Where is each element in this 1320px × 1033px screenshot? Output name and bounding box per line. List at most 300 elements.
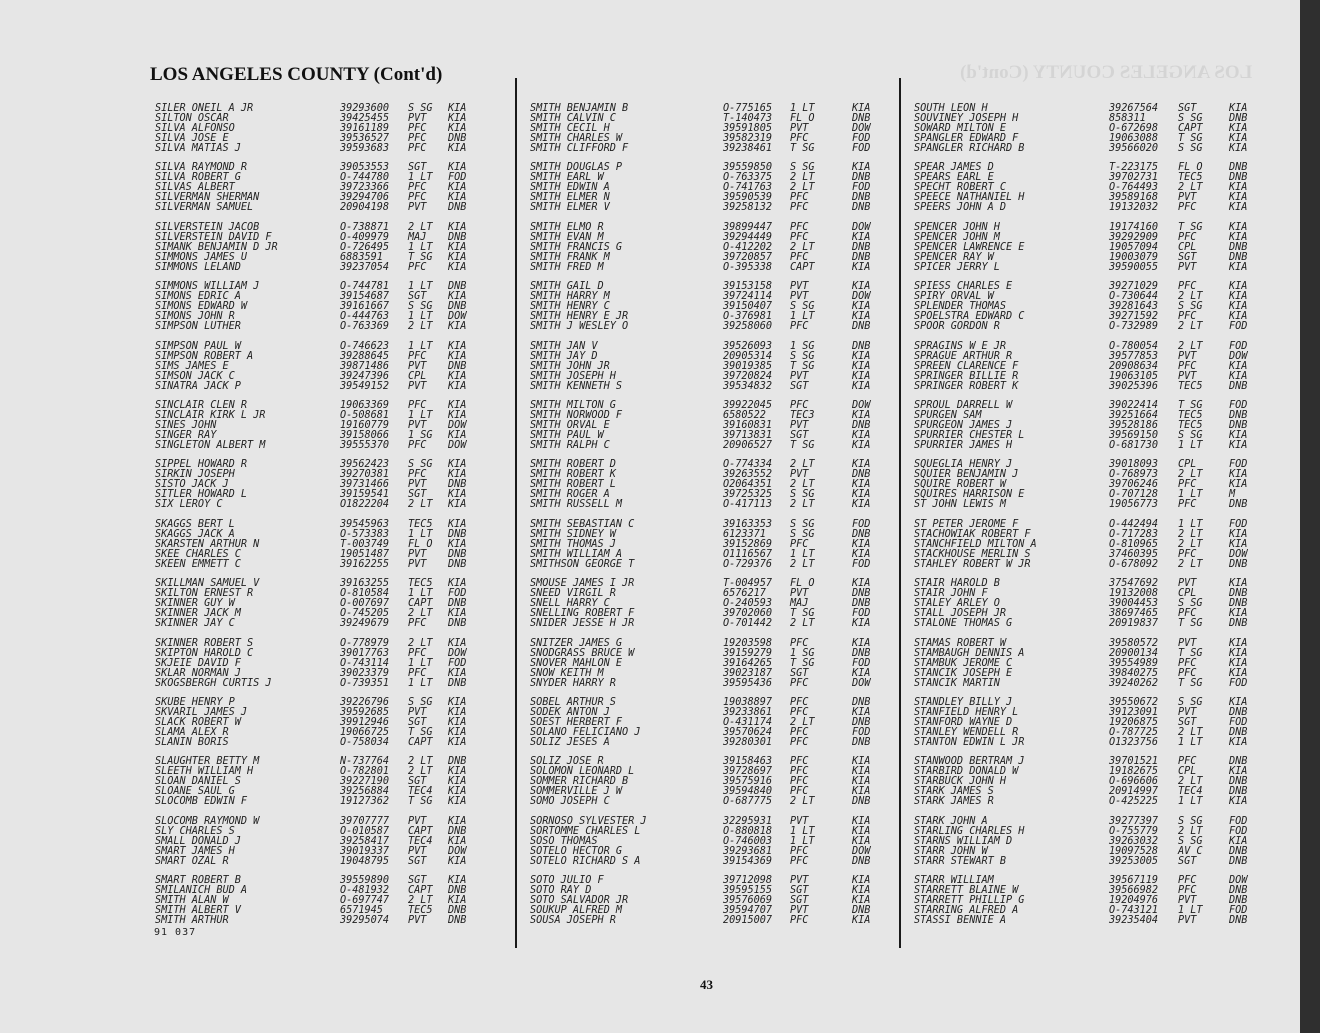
entry-rank: 1 LT: [1178, 905, 1203, 917]
page-number: 43: [700, 977, 713, 992]
entry-status: FOD: [852, 608, 871, 620]
entry-serial: 39235404: [1109, 915, 1159, 927]
entry-rank: PFC: [790, 192, 809, 204]
entry-serial: T-004957: [723, 578, 773, 590]
entry-status: DNB: [1229, 618, 1248, 630]
entry-status: DNB: [1229, 706, 1248, 718]
entry-name: SIMPSON LUTHER: [155, 321, 241, 333]
entry-serial: 6883591: [340, 251, 383, 263]
entry-serial: O-417113: [723, 499, 773, 511]
entry-name: STARRING ALFRED A: [914, 905, 1019, 917]
entry-rank: T SG: [790, 657, 815, 669]
entry-status: DOW: [448, 439, 467, 451]
entry-serial: 39293600: [340, 103, 390, 114]
entry-name: SIRKIN JOSEPH: [155, 469, 235, 481]
entry-status: KIA: [448, 518, 467, 530]
entry-rank: 2 LT: [1178, 825, 1203, 837]
entry-rank: 1 LT: [1178, 439, 1203, 451]
entry-rank: PFC: [408, 143, 427, 154]
entry-name: SKINNER JAY C: [155, 618, 235, 630]
entry-status: FOD: [448, 657, 467, 669]
entry-serial: 19174160: [1109, 221, 1159, 233]
entry-name: SMITH ELMER N: [530, 192, 610, 204]
entry-status: KIA: [1229, 301, 1248, 313]
entry-status: KIA: [448, 291, 467, 303]
entry-rank: 2 LT: [790, 716, 815, 728]
entry-status: KIA: [1229, 578, 1248, 590]
entry-serial: O-780054: [1109, 340, 1159, 352]
entry-rank: 2 LT: [408, 321, 433, 333]
entry-serial: 39293681: [723, 845, 773, 857]
entry-status: DNB: [448, 598, 467, 610]
entry-rank: 2 LT: [1178, 538, 1203, 550]
entry-status: KIA: [448, 696, 467, 708]
entry-rank: 2 LT: [1178, 528, 1203, 540]
entry-rank: TEC5: [408, 578, 433, 590]
entry-rank: PFC: [790, 766, 809, 778]
entry-rank: PFC: [1178, 756, 1197, 768]
entry-status: KIA: [852, 706, 871, 718]
entry-rank: CPL: [1178, 766, 1197, 778]
entry-name: SIMMONS LELAND: [155, 261, 241, 273]
entry-rank: TEC5: [1178, 172, 1203, 184]
entry-serial: O-775165: [723, 103, 773, 114]
entry-status: KIA: [448, 766, 467, 778]
entry-rank: SGT: [790, 885, 809, 897]
column-divider: [515, 78, 517, 948]
entry-status: KIA: [448, 667, 467, 679]
entry-name: SMITH FRED M: [530, 261, 604, 273]
entry-serial: 39592685: [340, 706, 390, 718]
entry-name: SPIESS CHARLES E: [914, 281, 1013, 293]
entry-serial: 39566982: [1109, 885, 1159, 897]
entry-status: KIA: [852, 835, 871, 847]
entry-serial: T-140473: [723, 113, 773, 124]
entry-name: SMITH CLIFFORD F: [530, 143, 629, 154]
entry-rank: 1 LT: [408, 409, 433, 421]
entry-rank: PVT: [790, 469, 809, 481]
entry-status: KIA: [448, 261, 467, 273]
entry-rank: PFC: [1178, 281, 1197, 293]
entry-status: KIA: [852, 578, 871, 590]
entry-serial: 39022414: [1109, 399, 1159, 411]
entry-serial: 39295074: [340, 915, 390, 927]
entry-status: KIA: [448, 538, 467, 550]
entry-name: SMITH EARL W: [530, 172, 604, 184]
entry-name: SPLENDER THOMAS: [914, 301, 1007, 313]
entry-name: SLAMA ALEX R: [155, 726, 229, 738]
entry-status: KIA: [448, 469, 467, 481]
entry-serial: 39720824: [723, 370, 773, 382]
entry-status: KIA: [1229, 657, 1248, 669]
entry-name: SKJEIE DAVID F: [155, 657, 241, 669]
entry-name: SMITH HENRY C: [530, 301, 610, 313]
entry-serial: O-763369: [340, 321, 390, 333]
entry-name: SMITH RALPH C: [530, 439, 610, 451]
entry-name: STARLING CHARLES H: [914, 825, 1025, 837]
entry-serial: 39154369: [723, 855, 773, 867]
entry-rank: 1 LT: [408, 241, 433, 253]
entry-rank: 2 LT: [790, 172, 815, 184]
entry-rank: PFC: [408, 350, 427, 362]
entry-serial: O-743121: [1109, 905, 1159, 917]
entry-name: SMITH JAY D: [530, 350, 598, 362]
entry-rank: SGT: [790, 429, 809, 441]
entry-name: SIPPEL HOWARD R: [155, 459, 248, 471]
entry-status: DNB: [448, 618, 467, 630]
entry-serial: O1116567: [723, 548, 773, 560]
entry-status: FOD: [1229, 340, 1248, 352]
entry-name: SMITH ELMER V: [530, 202, 610, 214]
entry-status: DNB: [448, 915, 467, 927]
entry-status: KIA: [852, 499, 871, 511]
entry-name: SILVA ALFONSO: [155, 123, 235, 134]
entry-status: DNB: [448, 548, 467, 560]
entry-serial: 39238461: [723, 143, 773, 154]
entry-serial: O-442494: [1109, 518, 1159, 530]
entry-rank: 2 LT: [408, 895, 433, 907]
entry-rank: PVT: [790, 905, 809, 917]
entry-status: KIA: [1229, 133, 1248, 144]
entry-name: SPURRIER CHESTER L: [914, 429, 1025, 441]
entry-status: KIA: [852, 409, 871, 421]
entry-rank: 2 LT: [408, 608, 433, 620]
entry-name: SLOAN DANIEL S: [155, 776, 241, 788]
entry-status: KIA: [852, 489, 871, 501]
entry-status: DNB: [1229, 598, 1248, 610]
entry-status: DNB: [852, 905, 871, 917]
entry-rank: PVT: [790, 815, 809, 827]
entry-name: SOMMERVILLE J W: [530, 786, 623, 798]
entry-rank: 1 LT: [790, 548, 815, 560]
entry-name: SNOVER MAHLON E: [530, 657, 623, 669]
entry-status: KIA: [1229, 469, 1248, 481]
entry-serial: 39712098: [723, 875, 773, 887]
entry-serial: 6571945: [340, 905, 383, 917]
entry-rank: 1 LT: [1178, 489, 1203, 501]
entry-rank: PFC: [408, 469, 427, 481]
entry-serial: 39294449: [723, 231, 773, 243]
entry-name: SNITZER JAMES G: [530, 637, 623, 649]
entry-serial: O-412202: [723, 241, 773, 253]
entry-status: KIA: [852, 281, 871, 293]
entry-serial: 39575916: [723, 776, 773, 788]
entry-serial: O-409979: [340, 231, 390, 243]
entry-name: SMITH ROBERT K: [530, 469, 616, 481]
entry-rank: S SG: [1178, 113, 1203, 124]
entry-serial: 39263552: [723, 469, 773, 481]
entry-serial: 39271592: [1109, 311, 1159, 323]
entry-rank: S SG: [1178, 835, 1203, 847]
entry-rank: TEC4: [408, 786, 433, 798]
entry-name: SPECHT ROBERT C: [914, 182, 1007, 194]
entry-status: FOD: [852, 143, 871, 154]
entry-name: STAIR JOHN F: [914, 588, 988, 600]
entry-rank: PVT: [408, 113, 427, 124]
entry-rank: PFC: [408, 261, 427, 273]
entry-status: KIA: [448, 241, 467, 253]
entry-name: STARR WILLIAM: [914, 875, 994, 887]
entry-rank: PVT: [408, 479, 427, 491]
entry-rank: PVT: [408, 419, 427, 431]
entry-rank: PFC: [1178, 499, 1197, 511]
entry-rank: T SG: [408, 796, 433, 808]
entry-name: SMITH JOSEPH H: [530, 370, 616, 382]
entry-rank: SGT: [408, 291, 427, 303]
entry-rank: TEC4: [408, 835, 433, 847]
entry-serial: 39123091: [1109, 706, 1159, 718]
entry-serial: O-697747: [340, 895, 390, 907]
entry-status: FOD: [1229, 905, 1248, 917]
entry-status: KIA: [1229, 538, 1248, 550]
entry-status: DNB: [1229, 885, 1248, 897]
entry-name: SLOCOMB EDWIN F: [155, 796, 248, 808]
entry-rank: 2 LT: [408, 637, 433, 649]
entry-serial: 39591805: [723, 123, 773, 134]
entry-serial: 20906527: [723, 439, 773, 451]
entry-rank: PFC: [790, 706, 809, 718]
entry-status: FOD: [448, 172, 467, 184]
entry-name: SPENCER JOHN H: [914, 221, 1000, 233]
entry-name: SIMPSON PAUL W: [155, 340, 241, 352]
entry-rank: PFC: [408, 618, 427, 630]
entry-rank: PVT: [408, 815, 427, 827]
entry-serial: 19066725: [340, 726, 390, 738]
entry-rank: PFC: [790, 221, 809, 233]
entry-rank: PVT: [1178, 261, 1197, 273]
entry-status: FOD: [448, 588, 467, 600]
entry-status: KIA: [1229, 143, 1248, 154]
entry-serial: 39922045: [723, 399, 773, 411]
entry-rank: SGT: [408, 162, 427, 174]
entry-name: SQUIRES HARRISON E: [914, 489, 1025, 501]
entry-status: DNB: [1229, 588, 1248, 600]
entry-rank: PVT: [1178, 578, 1197, 590]
entry-status: KIA: [1229, 360, 1248, 372]
entry-status: FOD: [1229, 321, 1248, 333]
entry-status: DOW: [852, 221, 871, 233]
entry-status: DNB: [448, 202, 467, 214]
entry-status: DNB: [852, 241, 871, 253]
entry-name: SPRAGINS W E JR: [914, 340, 1007, 352]
entry-status: DNB: [852, 202, 871, 214]
entry-name: SODEK ANTON J: [530, 706, 610, 718]
entry-status: DOW: [852, 123, 871, 134]
entry-status: KIA: [448, 340, 467, 352]
entry-status: KIA: [852, 815, 871, 827]
entry-name: SPEECE NATHANIEL H: [914, 192, 1025, 204]
entry-status: DNB: [448, 756, 467, 768]
entry-serial: 39706246: [1109, 479, 1159, 491]
entry-serial: O-701442: [723, 618, 773, 630]
entry-rank: S SG: [408, 103, 433, 114]
entry-serial: 19097528: [1109, 845, 1159, 857]
entry-name: SPURGEN SAM: [914, 409, 982, 421]
entry-serial: O-376981: [723, 311, 773, 323]
entry-status: DNB: [1229, 786, 1248, 798]
entry-rank: 1 LT: [1178, 796, 1203, 808]
entry-status: FOD: [1229, 825, 1248, 837]
entry-serial: 39713831: [723, 429, 773, 441]
entry-serial: O-678092: [1109, 558, 1159, 570]
entry-rank: 2 LT: [790, 499, 815, 511]
entry-status: DNB: [852, 855, 871, 867]
entry-rank: FL O: [408, 538, 433, 550]
entry-name: SPREEN CLARENCE F: [914, 360, 1019, 372]
entry-status: DOW: [852, 399, 871, 411]
entry-rank: 1 SG: [790, 340, 815, 352]
entry-name: SMITH ALBERT V: [155, 905, 241, 917]
entry-status: DNB: [852, 647, 871, 659]
entry-name: SMITH CECIL H: [530, 123, 610, 134]
entry-name: SMITH KENNETH S: [530, 380, 623, 392]
entry-serial: O-787725: [1109, 726, 1159, 738]
entry-rank: PVT: [408, 706, 427, 718]
entry-name: SOTELO HECTOR G: [530, 845, 623, 857]
entry-rank: PVT: [790, 123, 809, 134]
entry-rank: PVT: [408, 548, 427, 560]
entry-status: KIA: [1229, 796, 1248, 808]
entry-serial: 39150407: [723, 301, 773, 313]
entry-serial: 19003079: [1109, 251, 1159, 263]
entry-status: DNB: [448, 905, 467, 917]
entry-rank: S SG: [790, 489, 815, 501]
entry-rank: SGT: [1178, 855, 1197, 867]
entry-status: KIA: [448, 855, 467, 867]
entry-serial: 39589168: [1109, 192, 1159, 204]
entry-name: SKIPTON HAROLD C: [155, 647, 254, 659]
entry-status: KIA: [448, 776, 467, 788]
entry-status: KIA: [852, 103, 871, 114]
entry-serial: 39247396: [340, 370, 390, 382]
entry-name: SPRINGER ROBERT K: [914, 380, 1019, 392]
entry-status: M: [1229, 489, 1236, 501]
entry-name: STASSI BENNIE A: [914, 915, 1007, 927]
entry-serial: 20904198: [340, 202, 390, 214]
entry-status: DOW: [448, 419, 467, 431]
entry-serial: O-810965: [1109, 538, 1159, 550]
entry-status: KIA: [448, 895, 467, 907]
entry-serial: O-880818: [723, 825, 773, 837]
entry-rank: TEC3: [790, 409, 815, 421]
entry-serial: T-223175: [1109, 162, 1159, 174]
entry-name: SMITH SIDNEY W: [530, 528, 616, 540]
entry-status: DNB: [1229, 251, 1248, 263]
entry-name: STACKHOUSE MERLIN S: [914, 548, 1031, 560]
entry-name: SIMMONS JAMES U: [155, 251, 248, 263]
entry-serial: 20915007: [723, 915, 773, 927]
entry-rank: T SG: [1178, 647, 1203, 659]
entry-serial: 39702731: [1109, 172, 1159, 184]
entry-name: SMITH ROGER A: [530, 489, 610, 501]
entry-rank: SGT: [790, 895, 809, 907]
entry-serial: 39595155: [723, 885, 773, 897]
entry-name: STANCIK JOSEPH E: [914, 667, 1013, 679]
entry-status: KIA: [852, 301, 871, 313]
entry-status: KIA: [448, 835, 467, 847]
entry-serial: O-739351: [340, 677, 390, 689]
entry-status: DNB: [448, 231, 467, 243]
entry-rank: PFC: [790, 845, 809, 857]
entry-status: KIA: [448, 162, 467, 174]
entry-serial: O-755779: [1109, 825, 1159, 837]
entry-name: SISTO JACK J: [155, 479, 229, 491]
entry-rank: CPL: [1178, 588, 1197, 600]
entry-serial: 39728697: [723, 766, 773, 778]
entry-status: DNB: [852, 696, 871, 708]
entry-rank: PFC: [408, 439, 427, 451]
entry-name: SPRINGER BILLIE R: [914, 370, 1019, 382]
entry-status: DOW: [1229, 350, 1248, 362]
entry-rank: 1 LT: [408, 340, 433, 352]
entry-rank: S SG: [1178, 143, 1203, 154]
entry-serial: 39249679: [340, 618, 390, 630]
entry-status: KIA: [852, 766, 871, 778]
entry-status: FOD: [1229, 399, 1248, 411]
entry-rank: TEC5: [1178, 380, 1203, 392]
entry-status: DOW: [1229, 875, 1248, 887]
entry-name: SMITH FRANCIS G: [530, 241, 623, 253]
entry-name: SKVARIL JAMES J: [155, 706, 248, 718]
entry-serial: 39580572: [1109, 637, 1159, 649]
entry-serial: O-758034: [340, 736, 390, 748]
entry-rank: CPL: [1178, 459, 1197, 471]
entry-serial: 39536527: [340, 133, 390, 144]
entry-serial: 39590539: [723, 192, 773, 204]
entry-status: DNB: [448, 528, 467, 540]
entry-serial: O-007697: [340, 598, 390, 610]
entry-rank: S SG: [1178, 598, 1203, 610]
entry-status: KIA: [448, 123, 467, 134]
entry-rank: SGT: [790, 380, 809, 392]
entry-status: KIA: [448, 182, 467, 194]
entry-status: DNB: [1229, 558, 1248, 570]
entry-status: DOW: [1229, 548, 1248, 560]
entry-rank: PFC: [1178, 479, 1197, 491]
entry-serial: 6580522: [723, 409, 766, 421]
entry-name: SILVERMAN SAMUEL: [155, 202, 254, 214]
entry-status: KIA: [448, 221, 467, 233]
entry-serial: O-508681: [340, 409, 390, 421]
entry-serial: 39153158: [723, 281, 773, 293]
entry-serial: O-672698: [1109, 123, 1159, 134]
entry-name: SKINNER GUY W: [155, 598, 235, 610]
entry-name: SKARSTEN ARTHUR N: [155, 538, 260, 550]
entry-status: DNB: [852, 172, 871, 184]
entry-name: SILVA ROBERT G: [155, 172, 241, 184]
entry-serial: 39554989: [1109, 657, 1159, 669]
entry-serial: O-717283: [1109, 528, 1159, 540]
entry-status: KIA: [1229, 291, 1248, 303]
entry-serial: 39707777: [340, 815, 390, 827]
entry-name: SMITH NORWOOD F: [530, 409, 623, 421]
entry-name: SMITH HENRY E JR: [530, 311, 629, 323]
entry-name: SOTO RAY D: [530, 885, 592, 897]
entry-name: SOEST HERBERT F: [530, 716, 623, 728]
entry-name: STARRETT BLAINE W: [914, 885, 1019, 897]
entry-serial: 39160831: [723, 419, 773, 431]
entry-name: STALL JOSEPH JR: [914, 608, 1007, 620]
entry-name: SLANIN BORIS: [155, 736, 229, 748]
entry-serial: 19132032: [1109, 202, 1159, 214]
entry-rank: PFC: [1178, 608, 1197, 620]
entry-rank: S SG: [1178, 429, 1203, 441]
entry-serial: 858311: [1109, 113, 1146, 124]
entry-name: STANCHFIELD MILTON A: [914, 538, 1037, 550]
entry-serial: 39590055: [1109, 261, 1159, 273]
entry-name: SLACK ROBERT W: [155, 716, 241, 728]
entry-serial: O-774334: [723, 459, 773, 471]
